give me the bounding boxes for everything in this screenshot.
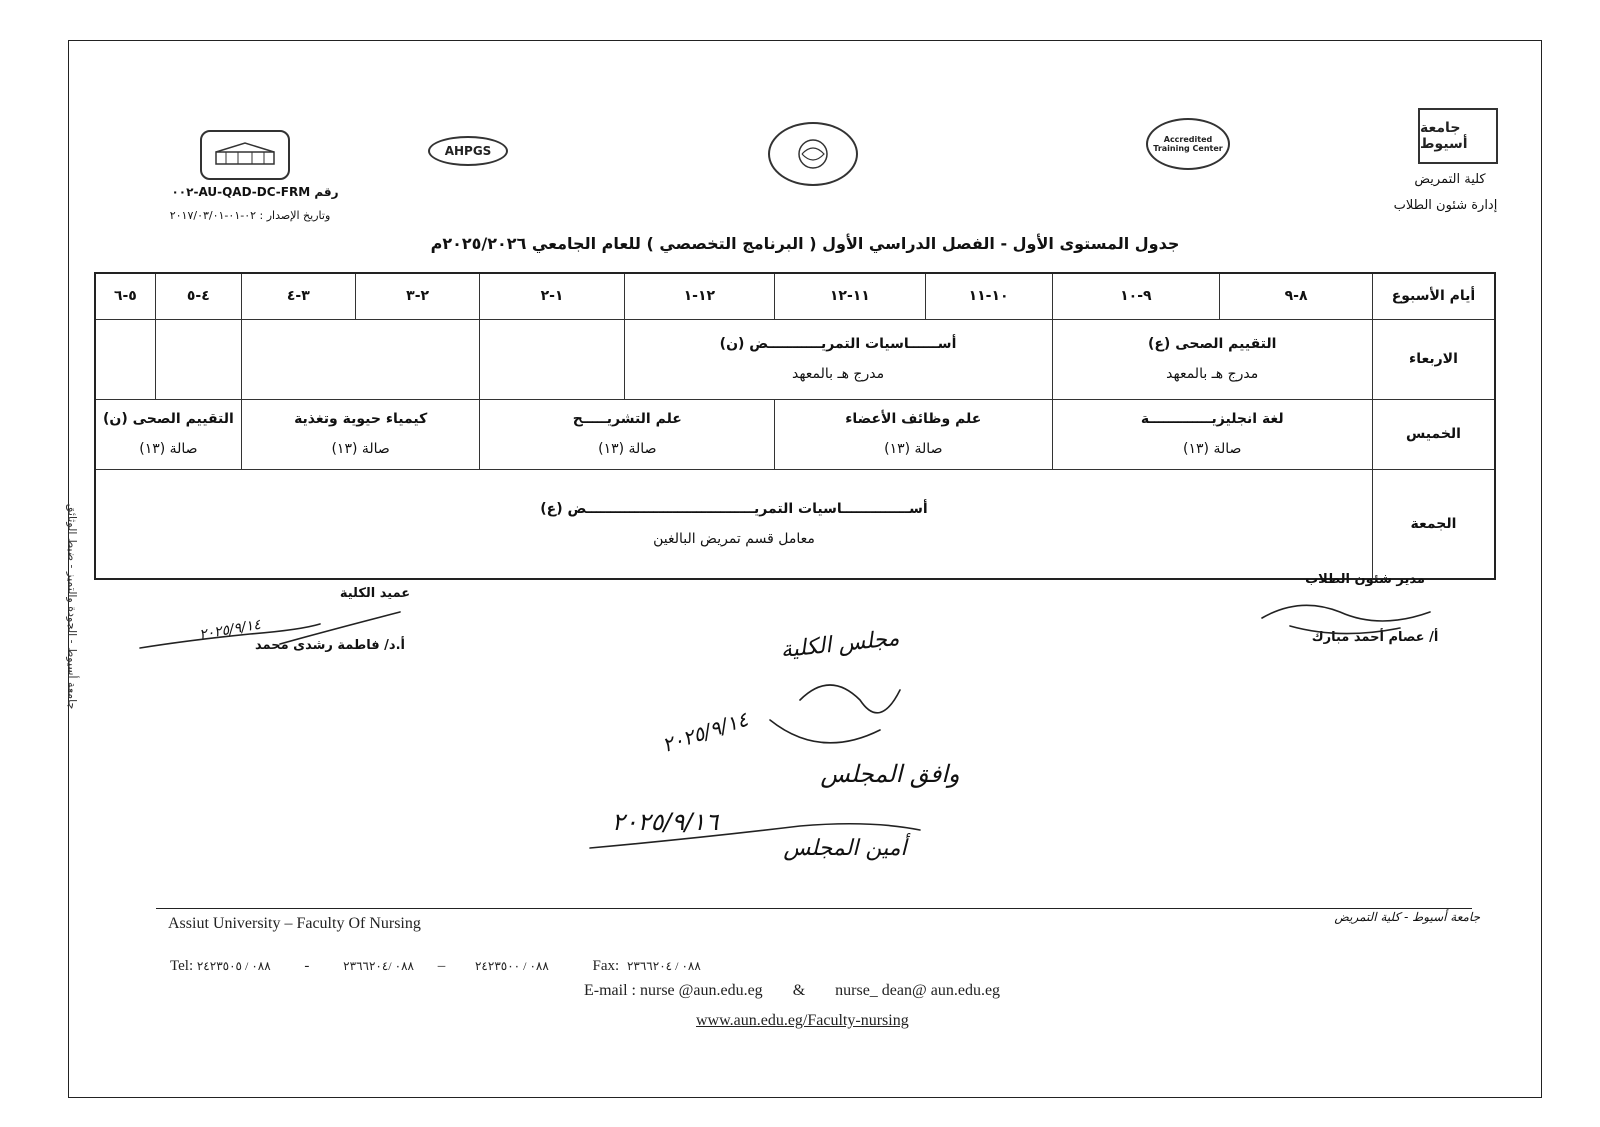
session-room: صالة (١٣) — [1183, 441, 1242, 457]
form-number: رقم AU-QAD-DC-FRM-٠٠٢ — [171, 185, 339, 199]
dean-title: عميد الكلية — [339, 586, 411, 601]
time-slot-header: ٩-١٠ — [1052, 273, 1220, 319]
student-affairs-name: أ/ عصام أحمد مبارك — [1311, 630, 1439, 645]
session-room: صالة (١٣) — [884, 441, 943, 457]
email-label: E-mail : — [584, 982, 636, 999]
tel-label: Tel: — [170, 958, 194, 974]
fax-label: Fax: — [592, 958, 620, 974]
footer-divider — [156, 908, 1472, 909]
footer-handwritten-faculty: جامعة أسيوط - كلية التمريض — [1334, 910, 1480, 924]
issue-date: وتاريخ الإصدار : ٠٢-٠١-٢٠١٧/٠٣/٠١ — [169, 209, 331, 222]
session-title: علم وظائف الأعضاء — [845, 411, 982, 427]
footer-institution: Assiut University – Faculty Of Nursing — [168, 915, 421, 932]
session-room: صالة (١٣) — [331, 441, 390, 457]
email-link-2[interactable]: nurse_ dean@ aun.edu.eg — [835, 982, 1001, 999]
time-slot-header: ١٢-١ — [624, 273, 775, 319]
footer-tel-row — [170, 958, 870, 975]
time-slot-header: ٢-٣ — [355, 273, 480, 319]
handwritten-dean-date: ٢٠٢٥/٩/١٤ — [198, 616, 262, 644]
session-title: علم التشريـــــح — [572, 411, 682, 427]
dean-signature-stroke — [140, 612, 400, 648]
time-slot-header: ١٠-١١ — [925, 273, 1052, 319]
student-affairs-title: مدير شئون الطلاب — [1305, 572, 1425, 587]
time-slot-header: ٨-٩ — [1220, 273, 1373, 319]
tel-separator: – — [437, 958, 446, 974]
time-slot-header: ١١-١٢ — [775, 273, 926, 319]
tel-separator: - — [304, 958, 310, 974]
tel-number-1: ٠٨٨ / ٢٤٢٣٥٠٠ — [474, 959, 549, 973]
assiut-university-logo: جامعة أسيوط — [1418, 108, 1498, 164]
session-title: أســــــاسيات التمريـــــــــــض (ن) — [719, 336, 957, 352]
email-link-1[interactable]: nurse @aun.edu.eg — [639, 982, 763, 999]
approval-signature-stroke — [590, 824, 920, 848]
handwritten-date-1: ٢٠٢٥/٩/١٤ — [659, 706, 751, 758]
session-title: لغة انجليزيـــــــــــــة — [1140, 411, 1284, 427]
session-title: كيمياء حيوية وتغذية — [294, 411, 428, 427]
day-cell: الاربعاء — [1372, 319, 1495, 399]
tel-number-3: ٠٨٨ / ٢٤٢٣٥٠٥ — [196, 959, 271, 973]
time-slot-header: ٥-٦ — [95, 273, 155, 319]
session-room: معامل قسم تمريض البالغين — [653, 530, 815, 547]
training-center-logo: Accredited Training Center — [1146, 118, 1230, 170]
council-signature-stroke — [770, 685, 900, 743]
time-slot-header: ١-٢ — [480, 273, 624, 319]
time-slot-header: ٣-٤ — [241, 273, 355, 319]
time-slot-header: ٤-٥ — [155, 273, 241, 319]
faculty-name: كلية التمريض — [1414, 172, 1486, 187]
session-room: صالة (١٣) — [598, 441, 657, 457]
day-cell: الخميس — [1372, 399, 1495, 469]
email-ampersand: & — [792, 982, 806, 999]
footer-email-row — [584, 982, 1104, 1000]
department-name: إدارة شئون الطلاب — [1393, 198, 1498, 213]
handwritten-council: مجلس الكلية — [779, 625, 901, 664]
page-title: جدول المستوى الأول - الفصل الدراسي الأول ( البرنامج التخصصي ) للعام الجامعي ٢٠٢٥/٢٠٢٦م — [430, 234, 1180, 253]
session-title: التقييم الصحى (ن) — [102, 411, 234, 427]
session-room: صالة (١٣) — [139, 441, 198, 457]
fax-number: ٠٨٨ / ٢٣٦٦٢٠٤ — [626, 959, 701, 973]
affairs-signature-stroke — [1262, 605, 1430, 633]
session-title: أســــــــــــــاسيات التمريـــــــــــــــــــــــــــــــــــض (ع) — [540, 500, 928, 517]
session-room: مدرج هـ بالمعهد — [791, 366, 885, 382]
side-stamp-note: جامعة أسيوط - الجودة والتميز - ضبط الوثائق — [65, 503, 79, 710]
handwritten-secretary: أمين المجلس — [783, 836, 907, 861]
dean-name: أ.د/ فاطمة رشدى محمد — [255, 638, 405, 653]
handwritten-approval: وافق المجلس — [820, 760, 960, 788]
session-title: التقييم الصحى (ع) — [1147, 336, 1277, 352]
session-room: مدرج هـ بالمعهد — [1166, 366, 1259, 382]
handwritten-date-2: ٢٠٢٥/٩/١٦ — [611, 808, 719, 836]
corner-header: أيام الأسبوع — [1372, 273, 1495, 319]
tel-number-2: ٠٨٨ /٢٣٦٦٢٠٤ — [343, 959, 414, 973]
day-cell: الجمعة — [1372, 469, 1495, 579]
footer-website-link[interactable]: www.aun.edu.eg/Faculty-nursing — [696, 1012, 909, 1029]
ahpgs-logo: AHPGS — [428, 136, 508, 166]
